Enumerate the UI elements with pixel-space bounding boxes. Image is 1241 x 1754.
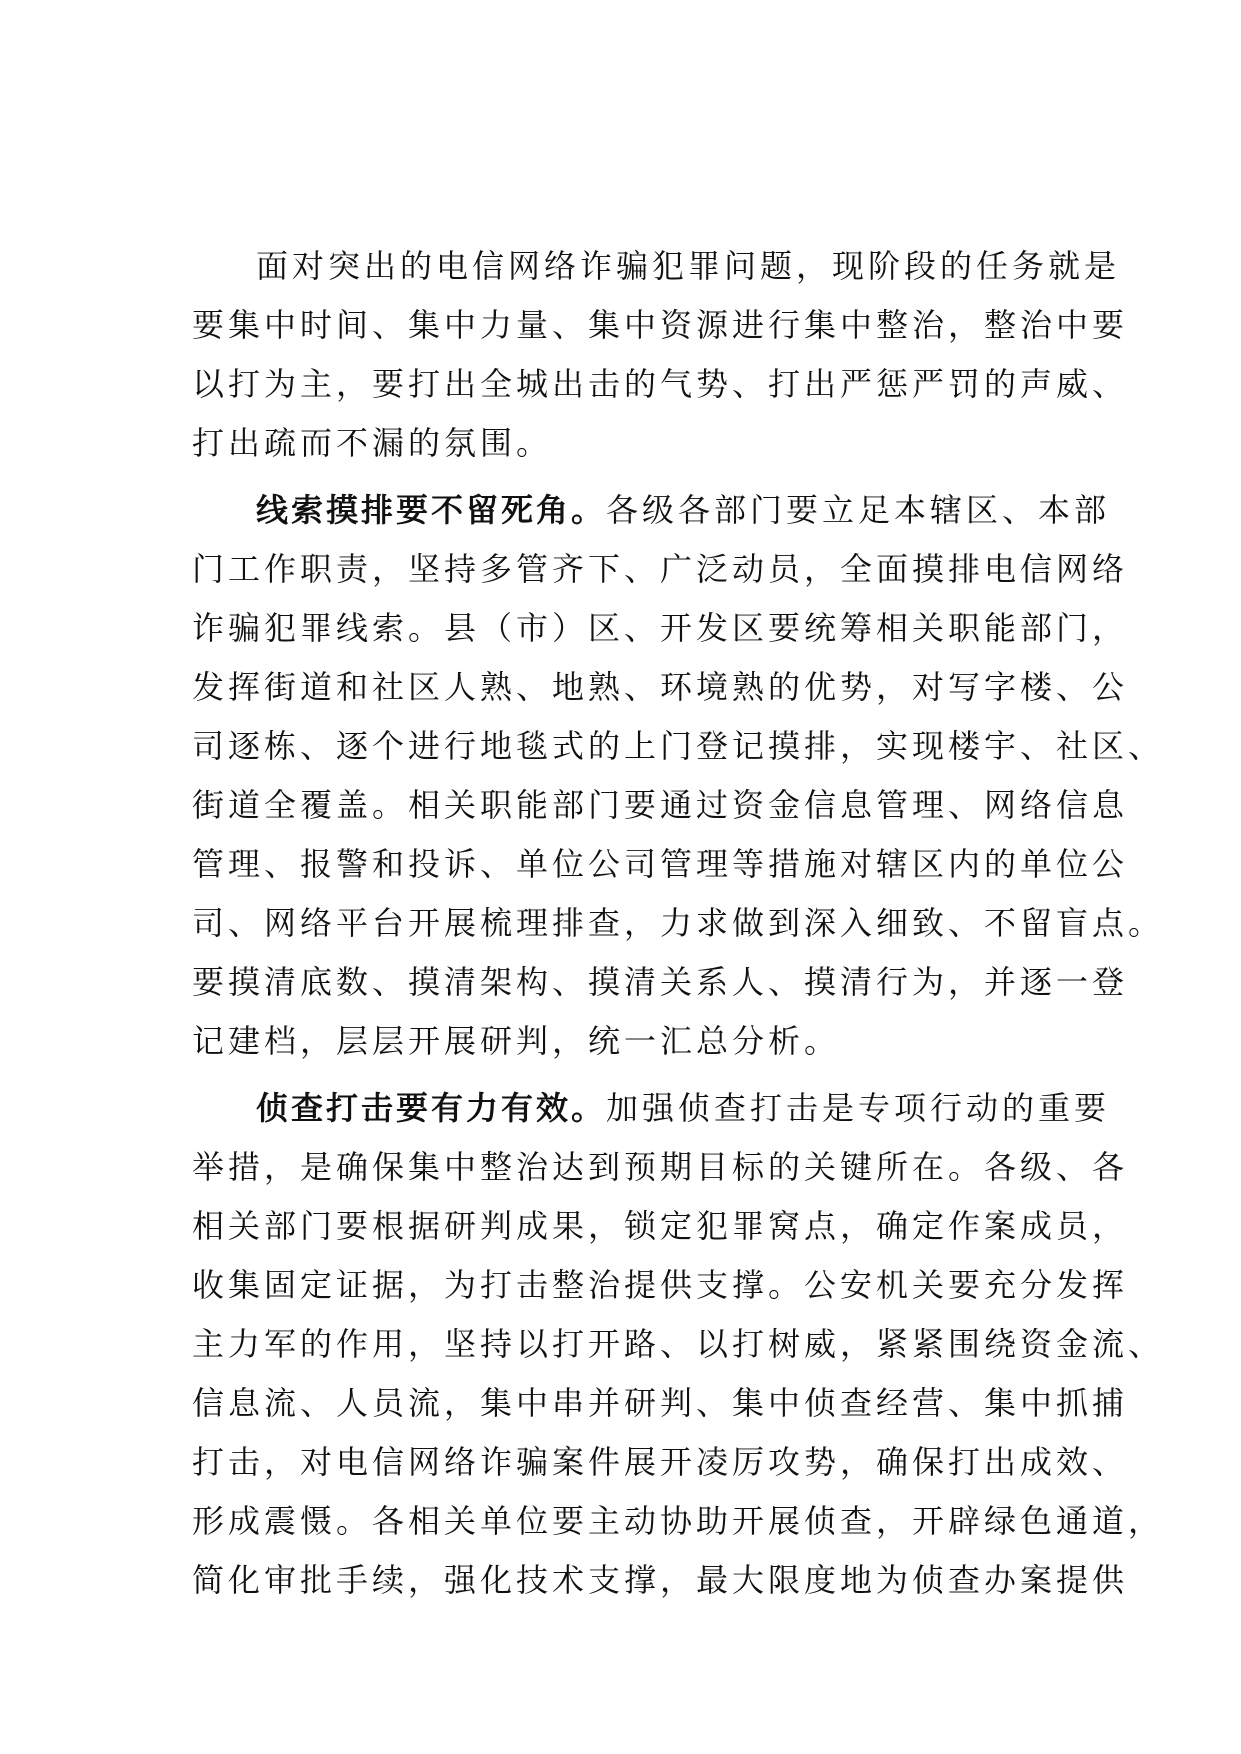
paragraph-line: 相关部门要根据研判成果，锁定犯罪窝点，确定作案成员， bbox=[192, 1207, 1129, 1245]
paragraph-line: 加强侦查打击是专项行动的重要 bbox=[606, 1089, 1111, 1127]
paragraph-line: 打击，对电信网络诈骗案件展开凌厉攻势，确保打出成效、 bbox=[192, 1443, 1129, 1481]
paragraph-line: 要摸清底数、摸清架构、摸清关系人、摸清行为，并逐一登 bbox=[192, 963, 1129, 1001]
paragraph-line: 门工作职责，坚持多管齐下、广泛动员，全面摸排电信网络 bbox=[192, 550, 1129, 588]
paragraph-line: 收集固定证据，为打击整治提供支撑。公安机关要充分发挥 bbox=[192, 1266, 1129, 1304]
paragraph-line: 举措，是确保集中整治达到预期目标的关键所在。各级、各 bbox=[192, 1148, 1129, 1186]
document-body bbox=[192, 237, 1165, 1618]
paragraph-line: 信息流、人员流，集中串并研判、集中侦查经营、集中抓捕 bbox=[192, 1384, 1129, 1422]
paragraph-intro bbox=[192, 237, 1129, 473]
paragraph-line: 要集中时间、集中力量、集中资源进行集中整治，整治中要 bbox=[192, 306, 1129, 344]
section-heading: 侦查打击要有力有效。 bbox=[256, 1089, 607, 1127]
paragraph-line: 形成震慑。各相关单位要主动协助开展侦查，开辟绿色通道， bbox=[192, 1502, 1165, 1540]
paragraph-line: 面对突出的电信网络诈骗犯罪问题，现阶段的任务就是 bbox=[256, 247, 1121, 285]
paragraph-line: 发挥街道和社区人熟、地熟、环境熟的优势，对写字楼、公 bbox=[192, 668, 1129, 706]
paragraph-line: 诈骗犯罪线索。县（市）区、开发区要统筹相关职能部门， bbox=[192, 609, 1129, 647]
paragraph-line: 记建档，层层开展研判，统一汇总分析。 bbox=[192, 1022, 841, 1060]
paragraph-clue-investigation bbox=[192, 481, 1165, 1071]
paragraph-line: 街道全覆盖。相关职能部门要通过资金信息管理、网络信息 bbox=[192, 786, 1129, 824]
paragraph-line: 主力军的作用，坚持以打开路、以打树威，紧紧围绕资金流、 bbox=[192, 1325, 1165, 1363]
paragraph-line: 司、网络平台开展梳理排查，力求做到深入细致、不留盲点。 bbox=[192, 904, 1165, 942]
paragraph-first-line bbox=[192, 1079, 1111, 1138]
paragraph-first-line bbox=[192, 481, 1111, 540]
paragraph-line: 管理、报警和投诉、单位公司管理等措施对辖区内的单位公 bbox=[192, 845, 1129, 883]
paragraph-line: 各级各部门要立足本辖区、本部 bbox=[606, 491, 1111, 529]
paragraph-line: 以打为主，要打出全城出击的气势、打出严惩严罚的声威、 bbox=[192, 365, 1129, 403]
paragraph-investigation-strike bbox=[192, 1079, 1165, 1610]
paragraph-line: 打出疏而不漏的氛围。 bbox=[192, 424, 553, 462]
paragraph-line: 司逐栋、逐个进行地毯式的上门登记摸排，实现楼宇、社区、 bbox=[192, 727, 1165, 765]
section-heading: 线索摸排要不留死角。 bbox=[256, 491, 607, 529]
paragraph-line: 简化审批手续，强化技术支撑，最大限度地为侦查办案提供 bbox=[192, 1561, 1129, 1599]
